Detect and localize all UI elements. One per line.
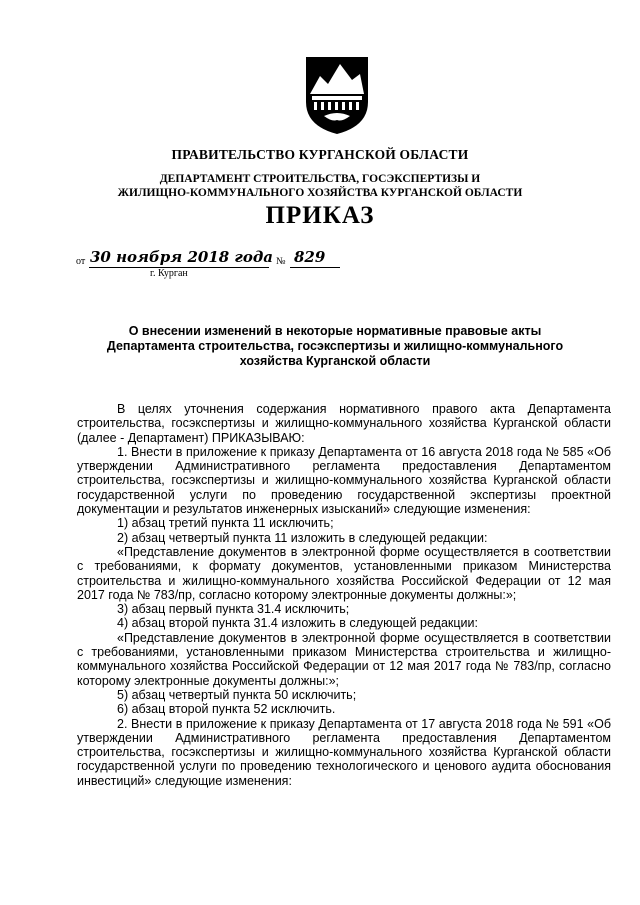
body-paragraph: 2) абзац четвертый пункта 11 изложить в следующей редакции:: [117, 530, 488, 545]
title-line-3: хозяйства Курганской области: [239, 354, 431, 368]
city-name: г. Курган: [150, 268, 188, 279]
body-paragraph: 3) абзац первый пункта 31.4 исключить;: [117, 602, 350, 617]
title-line-1: О внесении изменений в некоторые нормативные правовые акты: [128, 324, 542, 338]
document-type: ПРИКАЗ: [265, 202, 375, 229]
order-title: [80, 324, 590, 369]
body-paragraph: 2. Внести в приложение к приказу Департамента от 17 августа 2018 года № 591 «Об утверждении Административного регламента предоставления Департаментом строительства, госэкспертизы и жилищно-коммунального хозяйства Курганской области государственной услуги по проведению технологического и ценового аудита обоснования инвестиций» следующие изменения:: [77, 716, 611, 788]
body-paragraph: 6) абзац второй пункта 52 исключить.: [117, 702, 336, 717]
department-line-1: ДЕПАРТАМЕНТ СТРОИТЕЛЬСТВА, ГОСЭКСПЕРТИЗЫ И: [159, 173, 481, 185]
handwritten-number: 829: [294, 248, 326, 266]
government-name: ПРАВИТЕЛЬСТВО КУРГАНСКОЙ ОБЛАСТИ: [171, 147, 469, 162]
date-number-line: [76, 248, 376, 270]
body-paragraph: 4) абзац второй пункта 31.4 изложить в следующей редакции:: [117, 616, 478, 631]
number-prefix: №: [276, 256, 286, 267]
department-line-2: ЖИЛИЩНО-КОММУНАЛЬНОГО ХОЗЯЙСТВА КУРГАНСКОЙ ОБЛАСТИ: [117, 187, 523, 199]
body-paragraph: «Представление документов в электронной форме осуществляется в соответствии с требованиями, к формату документов, установленными приказом Министерства строительства и жилищно-коммунального хозяйства Российской Федерации от 12 мая 2017 года № 783/пр, согласно которому электронные документы должны:»;: [77, 544, 611, 602]
coat-of-arms-emblem: [302, 54, 372, 136]
body-paragraph: «Представление документов в электронной форме осуществляется в соответствии с требованиями, установленными приказом Министерства строительства и жилищно-коммунального хозяйства Российской Федерации от 12 мая 2017 года № 783/пр, согласно которому электронные документы должны:»;: [77, 630, 611, 688]
body-paragraph: 5) абзац четвертый пункта 50 исключить;: [117, 687, 357, 702]
body-paragraph: 1) абзац третий пункта 11 исключить;: [117, 516, 334, 531]
body-paragraph: В целях уточнения содержания нормативного правого акта Департамента строительства, госэкспертизы и жилищно-коммунального хозяйства Курганской области (далее - Департамент) ПРИКАЗЫВАЮ:: [77, 402, 611, 445]
date-prefix: от: [76, 256, 86, 267]
body-paragraph: 1. Внести в приложение к приказу Департамента от 16 августа 2018 года № 585 «Об утверждении Административного регламента предоставления Департаментом строительства, госэкспертизы и жилищно-коммунального хозяйства Курганской области государственной услуги по проведению государственной экспертизы проектной документации и результатов инженерных изысканий» следующие изменения:: [77, 444, 611, 517]
handwritten-date: 30 ноября 2018 года: [90, 248, 274, 266]
title-line-2: Департамента строительства, госэкспертизы и жилищно-коммунального: [106, 339, 564, 353]
number-underline: [290, 267, 340, 268]
department-name: [0, 172, 640, 200]
order-body: [77, 402, 611, 788]
